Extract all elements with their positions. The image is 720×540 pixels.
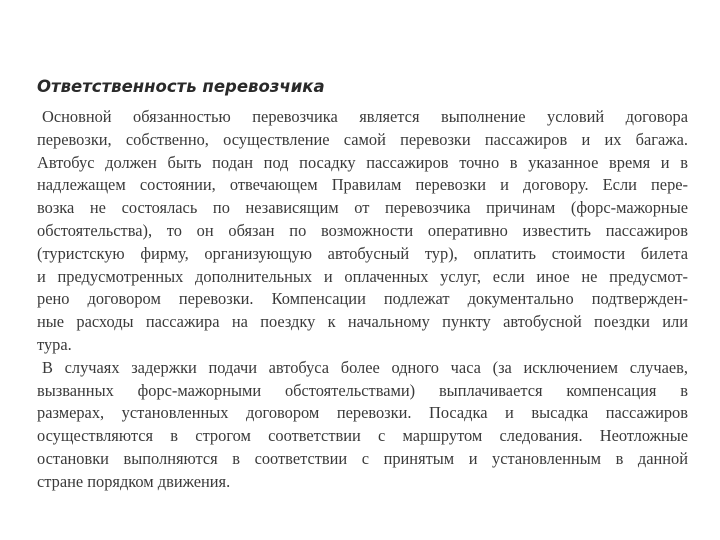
text-line: перевозки, собственно, осуществление самой перевозки пассажиров и их багажа. <box>37 129 688 149</box>
body-text <box>37 106 688 494</box>
text-line: осуществляются в строгом соответствии с маршрутом следования. Неотложные <box>37 426 688 446</box>
text-line: обстоятельства), то он обязан по возможности оперативно известить пассажиров <box>37 220 688 240</box>
text-line: надлежащем состоянии, отвечающем Правилам перевозки и договору. Если пере- <box>37 175 688 195</box>
text-line: ные расходы пассажира на поездку к начальному пункту автобусной поездки или <box>37 312 688 332</box>
text-line: Основной обязанностью перевозчика является выполнение условий договора <box>42 107 688 126</box>
text-line: (туристскую фирму, организующую автобусный тур), оплатить стоимости билета <box>37 243 688 263</box>
text-line: Автобус должен быть подан под посадку пассажиров точно в указанное время и в <box>37 152 688 172</box>
text-line: В случаях задержки подачи автобуса более одного часа (за исключением случаев, <box>42 357 688 377</box>
text-line: стране порядком движения. <box>37 471 231 491</box>
text-line: и предусмотренных дополнительных и оплаченных услуг, если иное не предусмот- <box>37 266 688 286</box>
text-line: возка не состоялась по независящим от перевозчика причинам (форс-мажорные <box>37 198 688 218</box>
text-line: остановки выполняются в соответствии с принятым и установленным в данной <box>37 448 688 468</box>
text-line: рено договором перевозки. Компенсации подлежат документально подтвержден- <box>37 289 688 309</box>
section-heading: Ответственность перевозчика <box>37 77 325 96</box>
text-line: размерах, установленных договором перевозки. Посадка и высадка пассажиров <box>37 403 688 423</box>
paragraph-carrier-obligations <box>37 106 688 357</box>
paragraph-delay-compensation <box>37 357 688 494</box>
text-line: тура. <box>37 334 72 354</box>
text-line: вызванных форс-мажорными обстоятельствами) выплачивается компенсация в <box>37 380 688 400</box>
